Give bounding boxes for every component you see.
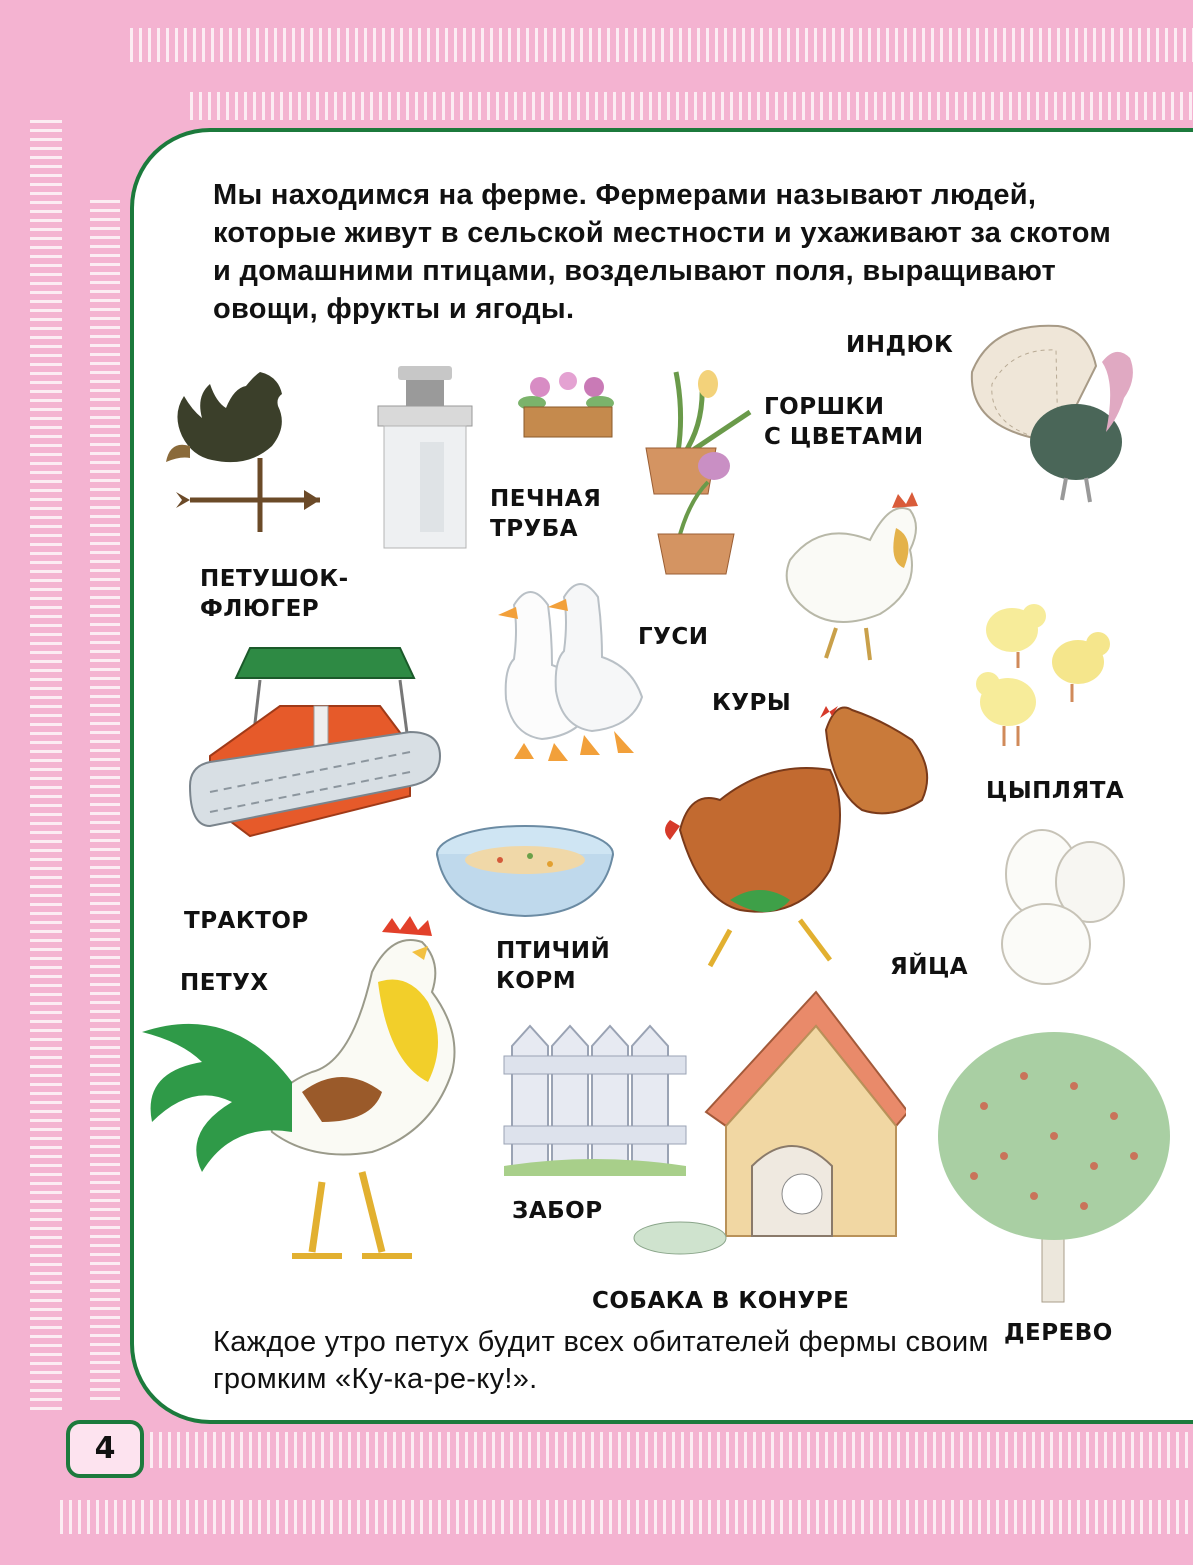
brown-hens-illustration (650, 700, 938, 976)
doghouse-illustration (626, 986, 906, 1272)
rooster-illustration (142, 912, 482, 1268)
label-fence: ЗАБОР (512, 1198, 603, 1224)
label-chicks: ЦЫПЛЯТА (986, 778, 1125, 804)
label-flower-pots: ГОРШКИ С ЦВЕТАМИ (764, 394, 924, 450)
top-stripe-band (130, 28, 1193, 62)
turkey-illustration (966, 322, 1150, 512)
label-rooster: ПЕТУХ (180, 970, 269, 996)
label-tree: ДЕРЕВО (1004, 1320, 1113, 1346)
geese-illustration (484, 575, 662, 765)
tree-illustration (934, 1026, 1176, 1306)
label-turkey: ИНДЮК (846, 332, 954, 358)
eggs-illustration (996, 822, 1132, 990)
outro-paragraph: Каждое утро петух будит всех обитателей фермы своим громким «Ку-ка-ре-ку!». (213, 1326, 989, 1395)
label-tractor: ТРАКТОР (184, 908, 309, 934)
bottom-outer-stripe-band (60, 1500, 1193, 1534)
inner-left-stripe-band (90, 200, 120, 1400)
label-hens: КУРЫ (712, 690, 792, 716)
inner-top-stripe-band (190, 92, 1193, 120)
flower-box-illustration (508, 365, 626, 443)
label-doghouse: СОБАКА В КОНУРЕ (592, 1288, 850, 1314)
page-number: 4 (66, 1420, 144, 1478)
tractor-illustration (180, 636, 444, 872)
bird-feed-bowl-illustration (430, 820, 620, 920)
chimney-illustration (370, 362, 480, 552)
label-weathervane: ПЕТУШОК- ФЛЮГЕР (200, 566, 349, 622)
label-geese: ГУСИ (638, 624, 709, 650)
intro-paragraph: Мы находимся на ферме. Фермерами называют людей, которые живут в сельской местности и ухаживают за скотом и домашними птицами, возделывают поля, выращивают овощи, фрукты и ягоды. (213, 179, 1112, 325)
label-bird-feed: ПТИЧИЙ КОРМ (496, 938, 611, 994)
label-chimney: ПЕЧНАЯ ТРУБА (490, 486, 602, 542)
label-eggs: ЯЙЦА (890, 954, 969, 980)
left-stripe-band (30, 120, 62, 1410)
bottom-stripe-band (150, 1432, 1193, 1468)
weathervane-rooster-illustration (160, 362, 332, 542)
chicks-illustration (968, 590, 1120, 760)
flower-pots-illustration (638, 362, 760, 578)
white-hen-illustration (776, 488, 936, 668)
